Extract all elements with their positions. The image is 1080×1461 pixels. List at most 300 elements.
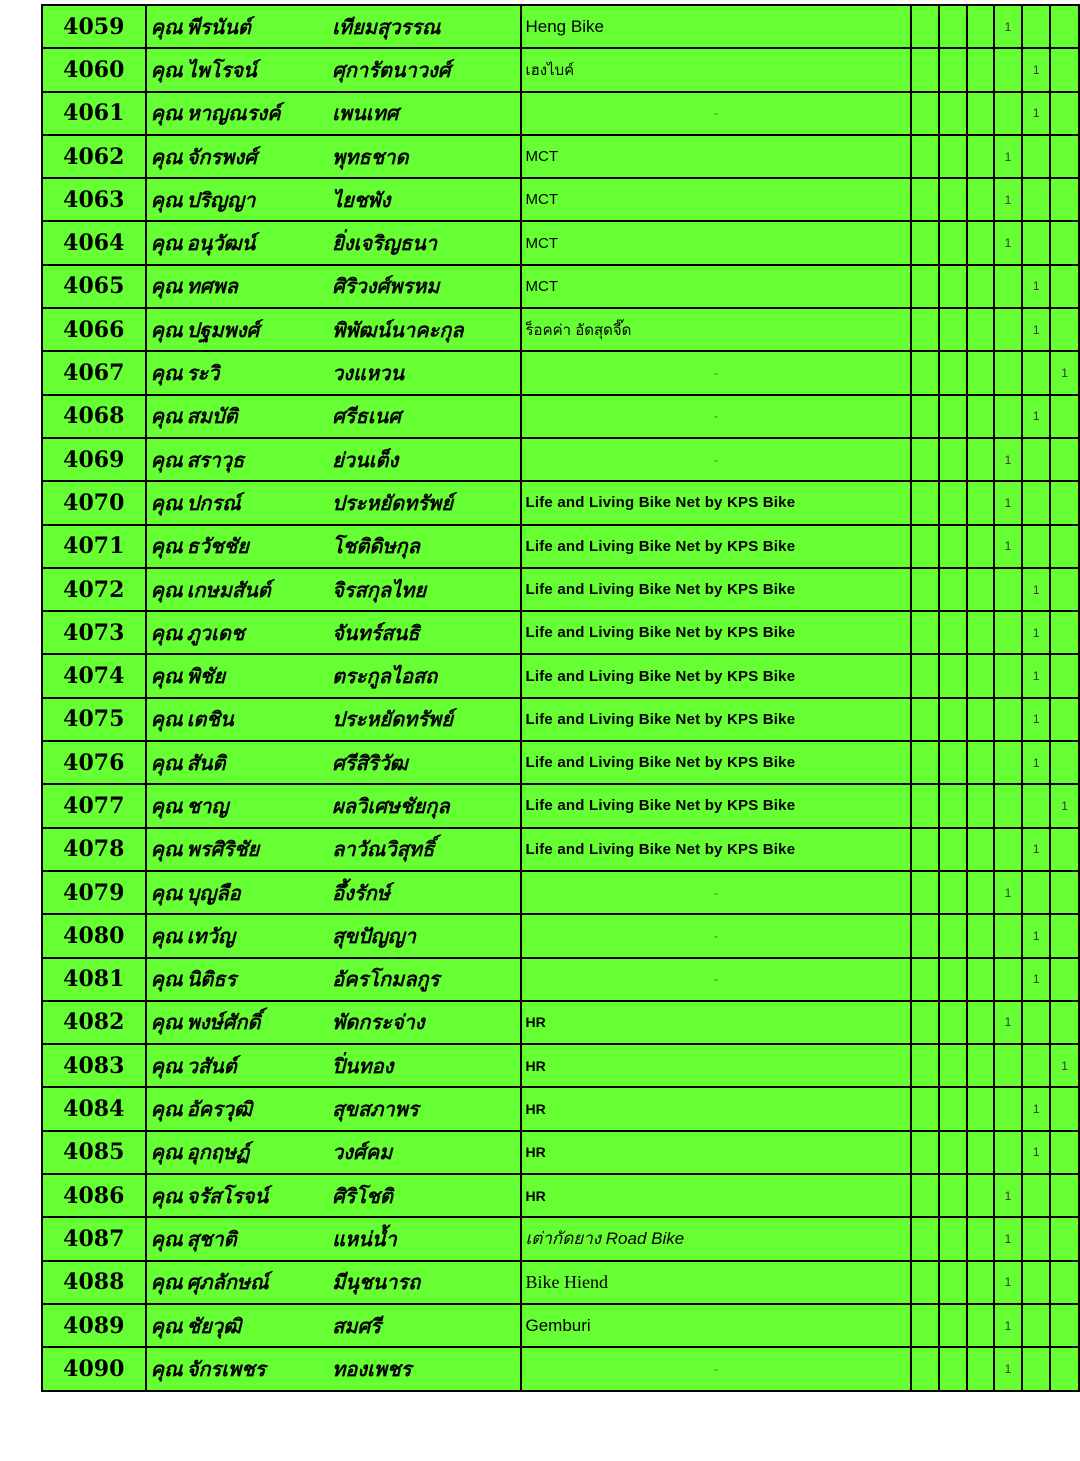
table-row	[42, 438, 1079, 481]
bib-number: 4090	[42, 1347, 146, 1390]
honorific: คุณ	[150, 837, 183, 862]
category-mark: 1	[994, 135, 1023, 178]
category-mark	[994, 828, 1023, 871]
honorific: คุณ	[150, 187, 183, 212]
bib-number: 4071	[42, 525, 146, 568]
first-name-cell	[146, 828, 332, 871]
category-mark	[1050, 871, 1079, 914]
table-row	[42, 828, 1079, 871]
first-name-cell	[146, 395, 332, 438]
first-name-cell	[146, 1347, 332, 1390]
category-mark	[1050, 698, 1079, 741]
category-mark	[1022, 481, 1050, 524]
table-row	[42, 395, 1079, 438]
team-name: MCT	[521, 265, 912, 308]
category-mark	[911, 1304, 939, 1347]
category-mark	[939, 871, 967, 914]
category-mark	[939, 178, 967, 221]
table-row	[42, 351, 1079, 394]
category-mark	[939, 611, 967, 654]
category-mark	[994, 395, 1023, 438]
category-mark	[1022, 1304, 1050, 1347]
honorific: คุณ	[150, 1010, 183, 1035]
table-row	[42, 611, 1079, 654]
category-mark	[1050, 438, 1079, 481]
category-mark: 1	[994, 438, 1023, 481]
category-mark	[994, 1044, 1023, 1087]
category-mark	[994, 741, 1023, 784]
last-name: สุขปัญญา	[332, 914, 520, 957]
category-mark	[994, 784, 1023, 827]
category-mark	[939, 1001, 967, 1044]
bib-number: 4088	[42, 1261, 146, 1304]
honorific: คุณ	[150, 534, 183, 559]
team-name: MCT	[521, 178, 912, 221]
table-row	[42, 1131, 1079, 1174]
category-mark	[1050, 828, 1079, 871]
last-name: พุทธชาด	[332, 135, 520, 178]
table-row	[42, 525, 1079, 568]
honorific: คุณ	[150, 967, 183, 992]
last-name: ประหยัดทรัพย์	[332, 698, 520, 741]
team-name: Life and Living Bike Net by KPS Bike	[521, 741, 912, 784]
category-mark	[967, 1174, 994, 1217]
last-name: วงศ์คม	[332, 1131, 520, 1174]
honorific: คุณ	[150, 620, 183, 645]
table-row	[42, 1304, 1079, 1347]
first-name-cell	[146, 221, 332, 264]
team-name: Bike Hiend	[521, 1261, 912, 1304]
last-name: เทียมสุวรรณ	[332, 5, 520, 48]
category-mark	[939, 958, 967, 1001]
first-name-cell	[146, 958, 332, 1001]
bib-number: 4060	[42, 48, 146, 91]
first-name-cell	[146, 1044, 332, 1087]
table-row	[42, 5, 1079, 48]
category-mark	[939, 784, 967, 827]
team-name: Life and Living Bike Net by KPS Bike	[521, 611, 912, 654]
table-body	[42, 5, 1079, 1391]
first-name: อัครวุฒิ	[186, 1097, 253, 1122]
category-mark	[967, 741, 994, 784]
category-mark	[911, 1261, 939, 1304]
table-row	[42, 698, 1079, 741]
category-mark	[967, 135, 994, 178]
first-name: ศุภลักษณ์	[186, 1270, 269, 1295]
category-mark: 1	[1022, 395, 1050, 438]
table-row	[42, 914, 1079, 957]
category-mark	[967, 48, 994, 91]
honorific: คุณ	[150, 880, 183, 905]
category-mark	[967, 1304, 994, 1347]
category-mark: 1	[994, 1174, 1023, 1217]
last-name: ทองเพชร	[332, 1347, 520, 1390]
category-mark	[994, 958, 1023, 1001]
category-mark: 1	[1022, 265, 1050, 308]
category-mark	[911, 654, 939, 697]
category-mark	[967, 871, 994, 914]
last-name: ปิ่นทอง	[332, 1044, 520, 1087]
category-mark	[939, 265, 967, 308]
category-mark	[911, 351, 939, 394]
category-mark	[967, 1001, 994, 1044]
first-name-cell	[146, 1131, 332, 1174]
bib-number: 4064	[42, 221, 146, 264]
category-mark	[1050, 741, 1079, 784]
bib-number: 4083	[42, 1044, 146, 1087]
bib-number: 4063	[42, 178, 146, 221]
category-mark	[1022, 871, 1050, 914]
category-mark	[1022, 1217, 1050, 1260]
category-mark	[994, 1131, 1023, 1174]
category-mark	[911, 265, 939, 308]
bib-number: 4074	[42, 654, 146, 697]
first-name-cell	[146, 178, 332, 221]
category-mark	[967, 958, 994, 1001]
first-name: จรัสโรจน์	[186, 1183, 269, 1208]
category-mark: 1	[1022, 958, 1050, 1001]
bib-number: 4061	[42, 92, 146, 135]
category-mark	[1050, 525, 1079, 568]
team-name: -	[521, 871, 912, 914]
category-mark	[911, 1131, 939, 1174]
category-mark: 1	[1050, 1044, 1079, 1087]
category-mark	[967, 221, 994, 264]
honorific: คุณ	[150, 361, 183, 386]
first-name: พงษ์ศักดิ์	[186, 1010, 261, 1035]
category-mark	[967, 1261, 994, 1304]
first-name-cell	[146, 654, 332, 697]
first-name: ทศพล	[186, 274, 238, 299]
category-mark	[1022, 1044, 1050, 1087]
category-mark	[911, 958, 939, 1001]
first-name-cell	[146, 568, 332, 611]
category-mark	[1050, 481, 1079, 524]
bib-number: 4081	[42, 958, 146, 1001]
category-mark	[939, 135, 967, 178]
last-name: ศิริโชติ	[332, 1174, 520, 1217]
last-name: สุขสภาพร	[332, 1087, 520, 1130]
last-name: ตระกูลไอสถ	[332, 654, 520, 697]
category-mark	[1022, 1261, 1050, 1304]
category-mark	[939, 395, 967, 438]
category-mark	[994, 1087, 1023, 1130]
category-mark	[911, 308, 939, 351]
category-mark	[967, 698, 994, 741]
category-mark	[911, 1044, 939, 1087]
category-mark: 1	[1022, 914, 1050, 957]
honorific: คุณ	[150, 231, 183, 256]
honorific: คุณ	[150, 101, 183, 126]
category-mark	[911, 178, 939, 221]
category-mark	[994, 308, 1023, 351]
first-name-cell	[146, 784, 332, 827]
category-mark	[967, 351, 994, 394]
category-mark	[911, 135, 939, 178]
last-name: ศิริวงศ์พรหม	[332, 265, 520, 308]
first-name: ปริญญา	[186, 187, 256, 212]
table-row	[42, 1261, 1079, 1304]
first-name: ระวิ	[186, 361, 220, 386]
team-name: -	[521, 1347, 912, 1390]
category-mark	[1050, 1217, 1079, 1260]
category-mark	[1050, 308, 1079, 351]
category-mark	[1022, 1174, 1050, 1217]
table-row	[42, 48, 1079, 91]
team-name: เฮงไบค์	[521, 48, 912, 91]
category-mark	[911, 914, 939, 957]
bib-number: 4068	[42, 395, 146, 438]
bib-number: 4076	[42, 741, 146, 784]
first-name-cell	[146, 438, 332, 481]
honorific: คุณ	[150, 707, 183, 732]
honorific: คุณ	[150, 1270, 183, 1295]
category-mark	[1050, 1131, 1079, 1174]
category-mark	[967, 784, 994, 827]
first-name-cell	[146, 92, 332, 135]
first-name-cell	[146, 5, 332, 48]
last-name: อัครโกมลกูร	[332, 958, 520, 1001]
category-mark	[911, 784, 939, 827]
category-mark	[939, 741, 967, 784]
category-mark	[994, 914, 1023, 957]
first-name-cell	[146, 698, 332, 741]
first-name: จักรพงศ์	[186, 144, 257, 169]
first-name-cell	[146, 48, 332, 91]
last-name: พัดกระจ่าง	[332, 1001, 520, 1044]
bib-number: 4077	[42, 784, 146, 827]
category-mark	[1022, 525, 1050, 568]
category-mark	[1022, 1347, 1050, 1390]
table-row	[42, 265, 1079, 308]
honorific: คุณ	[150, 1313, 183, 1338]
table-row	[42, 568, 1079, 611]
category-mark: 1	[994, 1347, 1023, 1390]
category-mark	[967, 178, 994, 221]
category-mark	[967, 481, 994, 524]
team-name: HR	[521, 1131, 912, 1174]
last-name: เพนเทศ	[332, 92, 520, 135]
first-name-cell	[146, 1174, 332, 1217]
team-name: Life and Living Bike Net by KPS Bike	[521, 828, 912, 871]
category-mark	[911, 611, 939, 654]
category-mark	[939, 221, 967, 264]
category-mark: 1	[994, 1217, 1023, 1260]
category-mark	[1050, 265, 1079, 308]
category-mark	[1050, 611, 1079, 654]
first-name-cell	[146, 481, 332, 524]
category-mark	[1050, 654, 1079, 697]
category-mark	[911, 5, 939, 48]
last-name: ย่วนเต็ง	[332, 438, 520, 481]
team-name: HR	[521, 1087, 912, 1130]
table-row	[42, 135, 1079, 178]
category-mark	[1022, 438, 1050, 481]
category-mark	[911, 481, 939, 524]
table-row	[42, 221, 1079, 264]
first-name: สมบัติ	[186, 404, 238, 429]
first-name: ธวัชชัย	[186, 534, 249, 559]
table-row	[42, 958, 1079, 1001]
first-name: นิติธร	[186, 967, 237, 992]
team-name: -	[521, 92, 912, 135]
category-mark	[911, 438, 939, 481]
category-mark	[967, 611, 994, 654]
category-mark	[939, 698, 967, 741]
last-name: ลาวัณวิสุทธิ์	[332, 828, 520, 871]
bib-number: 4062	[42, 135, 146, 178]
category-mark	[967, 1044, 994, 1087]
category-mark: 1	[1022, 92, 1050, 135]
honorific: คุณ	[150, 274, 183, 299]
first-name-cell	[146, 1087, 332, 1130]
last-name: จิรสกุลไทย	[332, 568, 520, 611]
category-mark	[1022, 1001, 1050, 1044]
category-mark: 1	[1022, 48, 1050, 91]
category-mark	[994, 698, 1023, 741]
category-mark	[1022, 178, 1050, 221]
category-mark	[939, 1174, 967, 1217]
category-mark	[939, 308, 967, 351]
first-name: สุชาติ	[186, 1226, 237, 1251]
first-name-cell	[146, 351, 332, 394]
honorific: คุณ	[150, 1097, 183, 1122]
bib-number: 4086	[42, 1174, 146, 1217]
category-mark	[911, 871, 939, 914]
bib-number: 4059	[42, 5, 146, 48]
table-row	[42, 784, 1079, 827]
first-name: เตชิน	[186, 707, 234, 732]
honorific: คุณ	[150, 447, 183, 472]
first-name: พรศิริชัย	[186, 837, 260, 862]
bib-number: 4084	[42, 1087, 146, 1130]
category-mark	[911, 741, 939, 784]
category-mark: 1	[1022, 308, 1050, 351]
category-mark	[967, 5, 994, 48]
table-row	[42, 654, 1079, 697]
first-name: ปฐมพงศ์	[186, 317, 260, 342]
honorific: คุณ	[150, 317, 183, 342]
category-mark	[1050, 568, 1079, 611]
category-mark: 1	[994, 481, 1023, 524]
first-name: อนุวัฒน์	[186, 231, 256, 256]
table-row	[42, 1174, 1079, 1217]
category-mark	[939, 828, 967, 871]
first-name-cell	[146, 1261, 332, 1304]
category-mark	[939, 568, 967, 611]
honorific: คุณ	[150, 14, 183, 39]
category-mark: 1	[994, 221, 1023, 264]
bib-number: 4069	[42, 438, 146, 481]
first-name-cell	[146, 1304, 332, 1347]
first-name: พีรนันต์	[186, 14, 251, 39]
bib-number: 4070	[42, 481, 146, 524]
last-name: ศรีธเนศ	[332, 395, 520, 438]
category-mark	[939, 438, 967, 481]
table-row	[42, 481, 1079, 524]
team-name: -	[521, 351, 912, 394]
category-mark	[1050, 1347, 1079, 1390]
honorific: คุณ	[150, 404, 183, 429]
last-name: โชติดิษกุล	[332, 525, 520, 568]
team-name: Gemburi	[521, 1304, 912, 1347]
first-name: ชาญ	[186, 793, 229, 818]
honorific: คุณ	[150, 664, 183, 689]
category-mark	[1050, 1174, 1079, 1217]
category-mark	[939, 5, 967, 48]
category-mark: 1	[1022, 741, 1050, 784]
last-name: แหน่น้ำ	[332, 1217, 520, 1260]
category-mark	[911, 568, 939, 611]
category-mark: 1	[1022, 1131, 1050, 1174]
category-mark	[1050, 92, 1079, 135]
first-name: ภูวเดช	[186, 620, 245, 645]
first-name-cell	[146, 308, 332, 351]
category-mark	[911, 48, 939, 91]
honorific: คุณ	[150, 923, 183, 948]
last-name: จันทร์สนธิ	[332, 611, 520, 654]
first-name: เกษมสันต์	[186, 577, 271, 602]
category-mark	[994, 48, 1023, 91]
category-mark	[967, 914, 994, 957]
last-name: ไยชพัง	[332, 178, 520, 221]
category-mark	[911, 221, 939, 264]
category-mark	[1022, 784, 1050, 827]
category-mark	[1050, 1001, 1079, 1044]
team-name: -	[521, 958, 912, 1001]
category-mark	[1022, 351, 1050, 394]
first-name: วสันต์	[186, 1053, 237, 1078]
honorific: คุณ	[150, 57, 183, 82]
first-name-cell	[146, 611, 332, 654]
table-row	[42, 92, 1079, 135]
honorific: คุณ	[150, 793, 183, 818]
bib-number: 4066	[42, 308, 146, 351]
category-mark	[967, 308, 994, 351]
category-mark	[1050, 1087, 1079, 1130]
last-name: ยิ่งเจริญธนา	[332, 221, 520, 264]
category-mark	[939, 1217, 967, 1260]
category-mark	[1050, 1261, 1079, 1304]
bib-number: 4065	[42, 265, 146, 308]
first-name: เทวัญ	[186, 923, 235, 948]
first-name: สราวุธ	[186, 447, 245, 472]
category-mark	[1050, 5, 1079, 48]
table-row	[42, 871, 1079, 914]
category-mark	[967, 265, 994, 308]
team-name: Life and Living Bike Net by KPS Bike	[521, 568, 912, 611]
last-name: ศุการัตนาวงศ์	[332, 48, 520, 91]
bib-number: 4078	[42, 828, 146, 871]
category-mark	[994, 351, 1023, 394]
first-name: จักรเพชร	[186, 1356, 266, 1381]
first-name-cell	[146, 1217, 332, 1260]
category-mark: 1	[1022, 1087, 1050, 1130]
category-mark	[939, 1304, 967, 1347]
team-name: -	[521, 914, 912, 957]
category-mark	[1050, 221, 1079, 264]
honorific: คุณ	[150, 577, 183, 602]
category-mark	[939, 48, 967, 91]
category-mark	[1050, 958, 1079, 1001]
last-name: ศรีสิริวัฒ	[332, 741, 520, 784]
first-name-cell	[146, 914, 332, 957]
category-mark	[911, 1087, 939, 1130]
first-name-cell	[146, 265, 332, 308]
table-row	[42, 1044, 1079, 1087]
table-row	[42, 741, 1079, 784]
last-name: อึ้งรักษ์	[332, 871, 520, 914]
